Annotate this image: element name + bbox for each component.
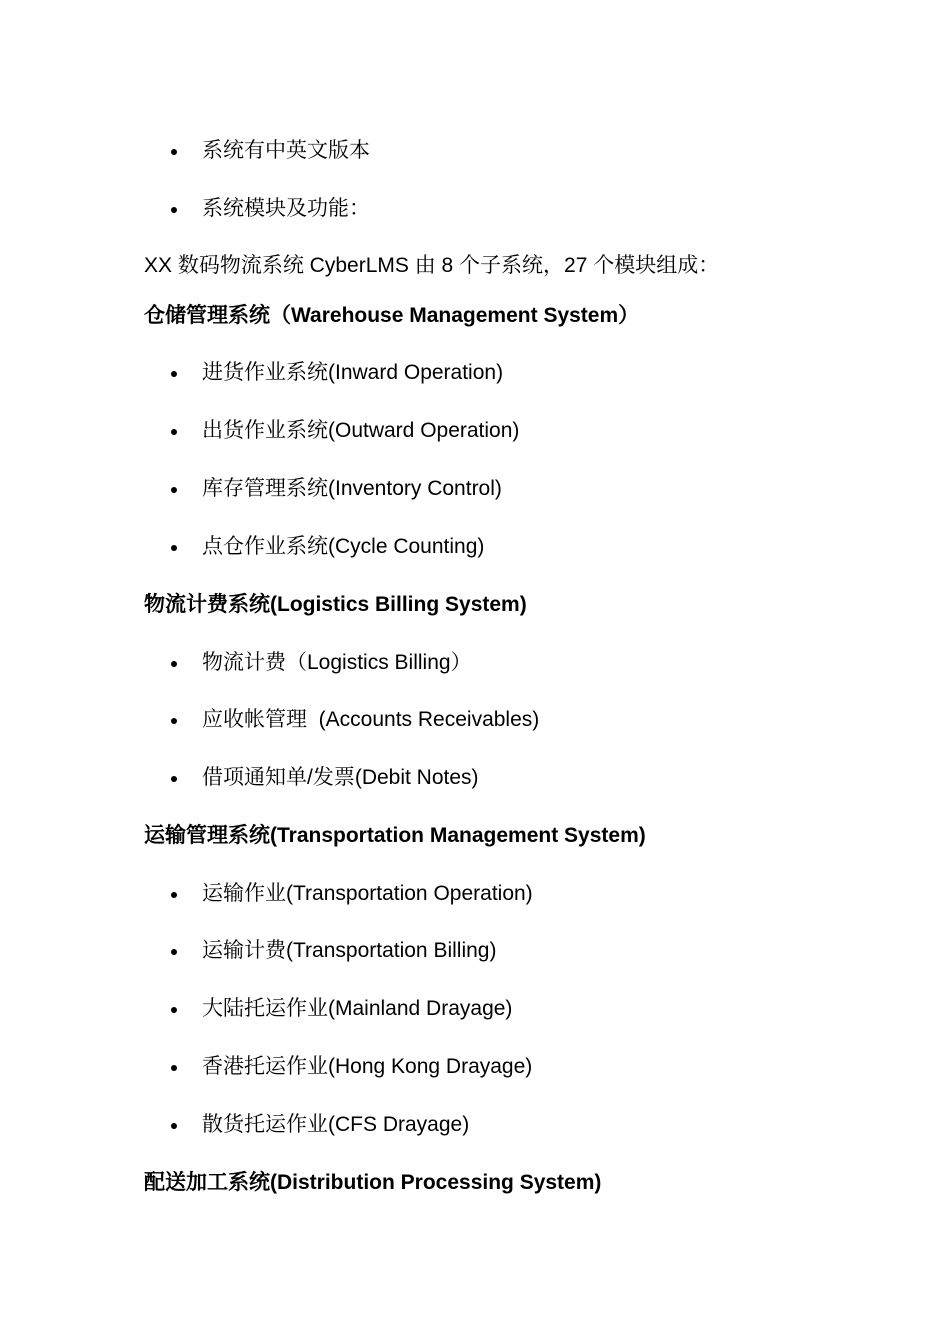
- list-item-text: 应收帐管理 (Accounts Receivables): [202, 708, 540, 731]
- bullet-icon: [171, 1123, 177, 1129]
- list-item-text: 大陆托运作业(Mainland Drayage): [202, 997, 513, 1020]
- list-item-text: 库存管理系统(Inventory Control): [202, 477, 502, 500]
- list-item-text: 物流计费（Logistics Billing）: [202, 651, 472, 674]
- list-item-text: 借项通知单/发票(Debit Notes): [202, 766, 479, 789]
- section-heading-text: 运输管理系统(Transportation Management System): [144, 824, 646, 847]
- bullet-icon: [171, 371, 177, 377]
- list-item-text: 系统有中英文版本: [202, 139, 370, 162]
- bullet-icon: [171, 949, 177, 955]
- section-heading-text: 配送加工系统(Distribution Processing System): [144, 1171, 602, 1194]
- bullet-icon: [171, 207, 177, 213]
- list-item-text: 运输作业(Transportation Operation): [202, 882, 533, 905]
- summary-text: XX 数码物流系统 CyberLMS 由 8 个子系统，27 个模块组成：: [144, 254, 720, 277]
- list-item-text: 散货托运作业(CFS Drayage): [202, 1113, 470, 1136]
- bullet-icon: [171, 149, 177, 155]
- bullet-icon: [171, 487, 177, 493]
- bullet-icon: [171, 892, 177, 898]
- section-heading-text: 物流计费系统(Logistics Billing System): [144, 593, 527, 616]
- list-item-text: 香港托运作业(Hong Kong Drayage): [202, 1055, 533, 1078]
- bullet-icon: [171, 776, 177, 782]
- bullet-icon: [171, 545, 177, 551]
- list-item-text: 系统模块及功能：: [202, 197, 370, 220]
- list-item-text: 出货作业系统(Outward Operation): [202, 419, 520, 442]
- list-item-text: 运输计费(Transportation Billing): [202, 939, 497, 962]
- bullet-icon: [171, 718, 177, 724]
- bullet-icon: [171, 661, 177, 667]
- section-heading-text: 仓储管理系统（Warehouse Management System）: [144, 304, 640, 327]
- list-item-text: 点仓作业系统(Cycle Counting): [202, 535, 485, 558]
- list-item-text: 进货作业系统(Inward Operation): [202, 361, 504, 384]
- bullet-icon: [171, 1007, 177, 1013]
- bullet-icon: [171, 429, 177, 435]
- bullet-icon: [171, 1065, 177, 1071]
